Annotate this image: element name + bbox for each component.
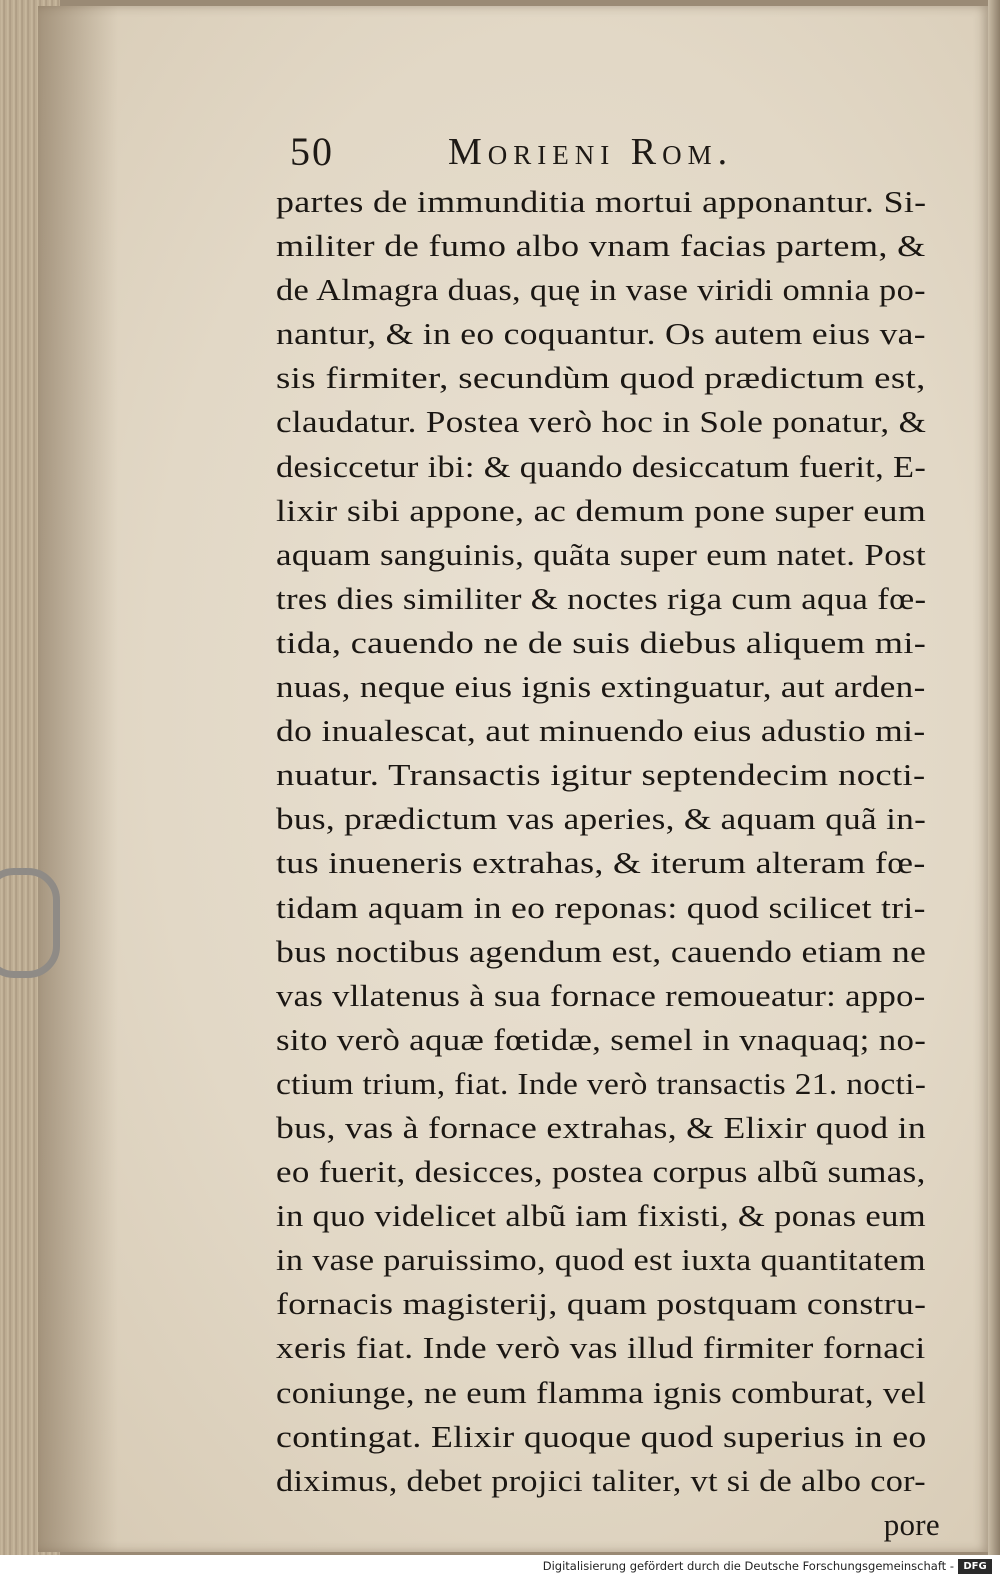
dfg-logo: DFG bbox=[958, 1559, 992, 1574]
text-line: in quo videlicet albũ iam fixisti, & ponas eum bbox=[276, 1198, 926, 1234]
text-line: nuatur. Transactis igitur septendecim nocti- bbox=[276, 757, 926, 793]
page-header bbox=[290, 128, 930, 178]
footer-bar bbox=[0, 1555, 1000, 1579]
text-line: militer de fumo albo vnam facias partem, & bbox=[276, 228, 926, 264]
text-line: xeris fiat. Inde verò vas illud firmiter fornaci bbox=[276, 1330, 926, 1366]
text-line: in vase paruissimo, quod est iuxta quantitatem bbox=[276, 1242, 926, 1278]
text-line: sis firmiter, secundùm quod prædictum est, bbox=[276, 360, 926, 396]
text-line: bus noctibus agendum est, cauendo etiam ne bbox=[276, 933, 927, 969]
clasp-ring bbox=[0, 868, 60, 978]
text-line: do inualescat, aut minuendo eius adustio mi- bbox=[276, 713, 926, 749]
text-line: nantur, & in eo coquantur. Os autem eius va- bbox=[276, 316, 926, 352]
text-line: diximus, debet projici taliter, vt si de albo cor- bbox=[276, 1462, 926, 1498]
text-line: desiccetur ibi: & quando desiccatum fuerit, E- bbox=[276, 448, 927, 484]
text-line: lixir sibi appone, ac demum pone super eum bbox=[276, 492, 927, 528]
text-line: ctium trium, fiat. Inde verò transactis 21. nocti- bbox=[276, 1065, 927, 1101]
gutter-shadow bbox=[38, 6, 118, 1552]
text-line: tida, cauendo ne de suis diebus aliquem mi- bbox=[276, 624, 927, 660]
text-line: sito verò aquæ fœtidæ, semel in vnaquaq; no- bbox=[276, 1021, 927, 1057]
text-line: de Almagra duas, quę in vase viridi omnia po- bbox=[276, 272, 926, 308]
text-line: bus, prædictum vas aperies, & aquam quã in- bbox=[276, 801, 927, 837]
text-line: tres dies similiter & noctes riga cum aqua fœ- bbox=[276, 580, 927, 616]
catchword: pore bbox=[883, 1506, 940, 1542]
text-line: contingat. Elixir quoque quod superius in eo bbox=[276, 1418, 927, 1454]
text-line: eo fuerit, desicces, postea corpus albũ sumas, bbox=[276, 1154, 926, 1190]
text-line: nuas, neque eius ignis extinguatur, aut arden- bbox=[276, 669, 926, 705]
text-line: vas vllatenus à sua fornace remoueatur: appo- bbox=[276, 977, 926, 1013]
footer-credit: Digitalisierung gefördert durch die Deutsche Forschungsgemeinschaft - bbox=[542, 1559, 954, 1573]
text-line: tidam aquam in eo reponas: quod scilicet tri- bbox=[276, 889, 926, 925]
running-head: Morieni Rom. bbox=[448, 131, 734, 173]
text-line: aquam sanguinis, quãta super eum natet. Post bbox=[276, 536, 927, 572]
text-line: coniunge, ne eum flamma ignis comburat, vel bbox=[276, 1374, 927, 1410]
text-line: partes de immunditia mortui apponantur. Si- bbox=[276, 184, 927, 219]
text-block bbox=[276, 180, 944, 1547]
text-line: fornacis magisterij, quam postquam constru- bbox=[276, 1286, 927, 1322]
folio-number: 50 bbox=[290, 129, 334, 174]
text-line: bus, vas à fornace extrahas, & Elixir quod in bbox=[276, 1109, 926, 1145]
text-line: claudatur. Postea verò hoc in Sole ponatur, & bbox=[276, 404, 927, 440]
text-line: tus inueneris extrahas, & iterum alteram fœ- bbox=[276, 845, 926, 881]
